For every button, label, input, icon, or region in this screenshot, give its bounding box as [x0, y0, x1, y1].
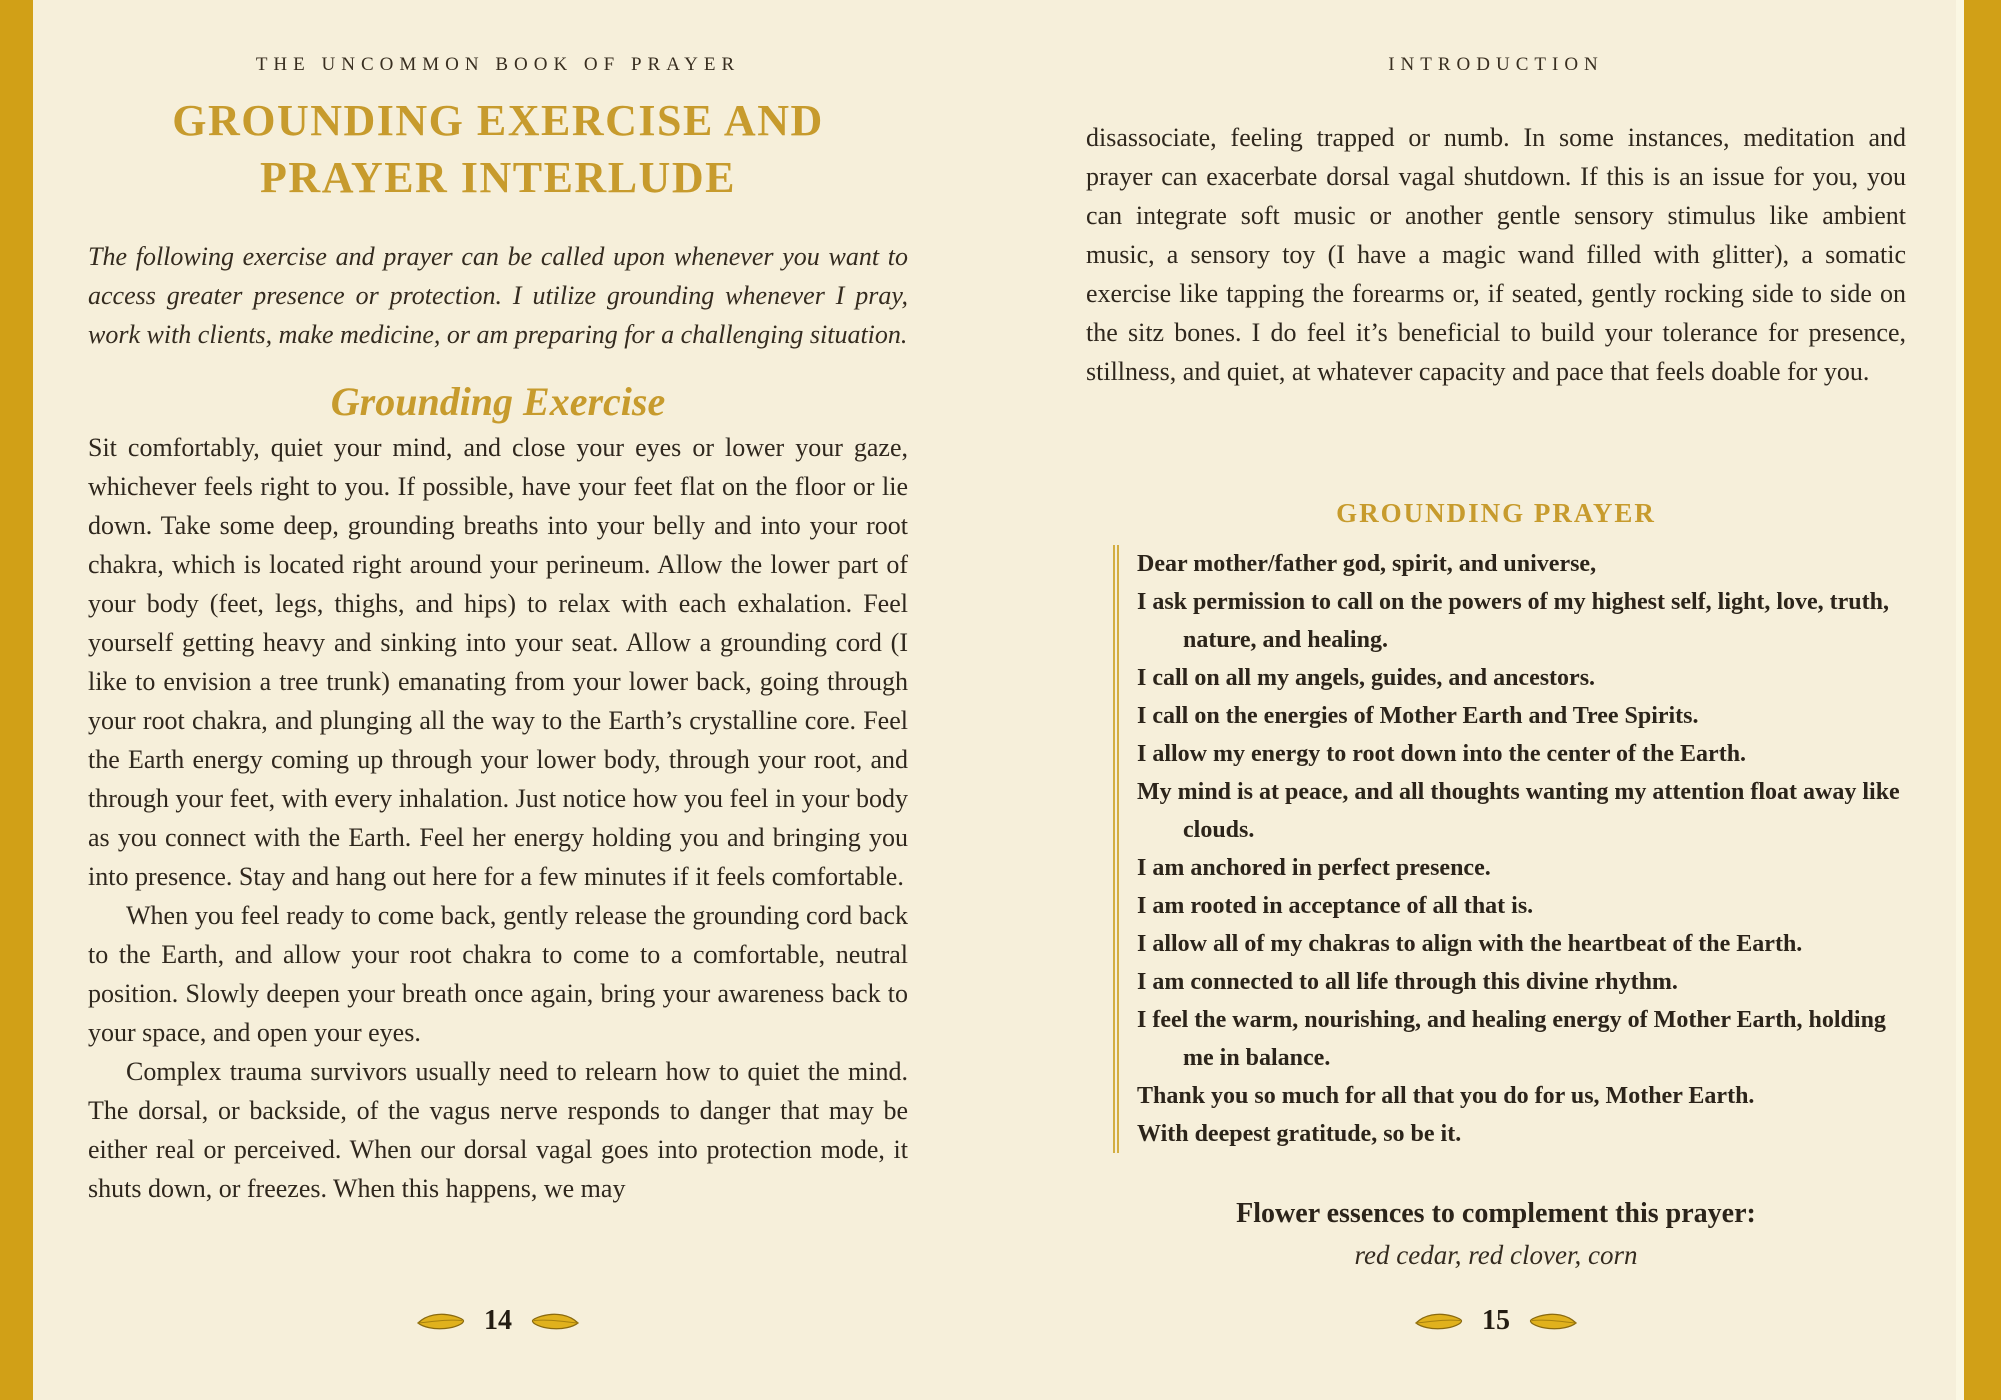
left-gilded-page-edge — [0, 0, 33, 1400]
grounding-prayer-block — [1113, 545, 1906, 1153]
right-page — [1086, 0, 1906, 1400]
introduction-body — [1086, 118, 1906, 391]
prayer-line: Dear mother/father god, spirit, and universe, — [1137, 551, 1597, 577]
left-running-head: THE UNCOMMON BOOK OF PRAYER — [255, 54, 741, 75]
exercise-paragraph-2: When you feel ready to come back, gently release the grounding cord back to the Earth, and allow your root chakra to come to a comfortable, neutral position. Slowly deepen your breath once again, bring your awareness back to your space, and open your eyes. — [88, 901, 908, 1047]
chapter-title — [88, 92, 908, 206]
exercise-paragraph-1: Sit comfortably, quiet your mind, and close your eyes or lower your gaze, whichever feels right to you. If possible, have your feet flat on the floor or lie down. Take some deep, grounding breaths into your belly and into your root chakra, which is located right around your perineum. Allow the lower part of your body (feet, legs, thighs, and hips) to relax with each exhalation. Feel yourself getting heavy and sinking into your seat. Allow a grounding cord (I like to envision a tree trunk) emanating from your lower back, going through your root chakra, and plunging all the way to the Earth’s crystalline core. Feel the Earth energy coming up through your lower body, through your root, and through your feet, with every inhalation. Just notice how you feel in your body as you connect with the Earth. Feel her energy holding you and bringing you into presence. Stay and hang out here for a few minutes if it feels comfortable. — [88, 433, 908, 891]
grounding-exercise-heading: Grounding Exercise — [330, 379, 666, 424]
prayer-line: With deepest gratitude, so be it. — [1137, 1121, 1462, 1147]
prayer-line: I allow all of my chakras to align with the heartbeat of the Earth. — [1137, 931, 1803, 957]
left-page-footer — [88, 1305, 908, 1337]
left-page-number: 14 — [484, 1305, 512, 1336]
left-page — [88, 0, 908, 1400]
prayer-line: I allow my energy to root down into the center of the Earth. — [1137, 741, 1747, 767]
right-page-edge-highlight — [1956, 0, 1964, 1400]
right-page-number: 15 — [1482, 1305, 1510, 1336]
exercise-body — [88, 428, 908, 1208]
prayer-line: I ask permission to call on the powers of my highest self, light, love, truth, nature, and healing. — [1137, 589, 1889, 653]
grounding-prayer-heading: GROUNDING PRAYER — [1336, 498, 1656, 528]
right-running-head: INTRODUCTION — [1388, 54, 1604, 75]
prayer-line: I am rooted in acceptance of all that is. — [1137, 893, 1534, 919]
chapter-title-line-2: PRAYER INTERLUDE — [260, 153, 736, 203]
flower-essences-label: Flower essences to complement this prayer: — [1236, 1198, 1756, 1229]
exercise-paragraph-3: Complex trauma survivors usually need to relearn how to quiet the mind. The dorsal, or backside, of the vagus nerve responds to danger that may be either real or perceived. When our dorsal vagal goes into protection mode, it shuts down, or freezes. When this happens, we may — [88, 1057, 908, 1203]
prayer-line: I call on all my angels, guides, and ancestors. — [1137, 665, 1596, 691]
chapter-title-line-1: GROUNDING EXERCISE AND — [172, 96, 824, 145]
prayer-line: I am anchored in perfect presence. — [1137, 855, 1491, 881]
leaf-ornament-icon — [1414, 1310, 1464, 1332]
leaf-ornament-icon — [416, 1310, 466, 1332]
prayer-line: My mind is at peace, and all thoughts wanting my attention float away like clouds. — [1137, 779, 1900, 843]
intro-note: The following exercise and prayer can be called upon whenever you want to access greater presence or protection. I utilize grounding whenever I pray, work with clients, make medicine, or am preparing for a challenging situation. — [88, 242, 908, 349]
leaf-ornament-icon — [1528, 1310, 1578, 1332]
prayer-line: I feel the warm, nourishing, and healing energy of Mother Earth, holding me in balance. — [1137, 1007, 1886, 1071]
right-gilded-page-edge — [1964, 0, 2001, 1400]
right-page-footer — [1086, 1305, 1906, 1337]
introduction-paragraph: disassociate, feeling trapped or numb. In some instances, meditation and prayer can exacerbate dorsal vagal shutdown. If this is an issue for you, you can integrate soft music or another gentle sensory stimulus like ambient music, a sensory toy (I have a magic wand filled with glitter), a somatic exercise like tapping the forearms or, if seated, gently rocking side to side on the sitz bones. I do feel it’s beneficial to build your tolerance for presence, stillness, and quiet, at whatever capacity and pace that feels doable for you. — [1086, 123, 1906, 386]
prayer-line: Thank you so much for all that you do for us, Mother Earth. — [1137, 1083, 1755, 1109]
prayer-line: I call on the energies of Mother Earth and Tree Spirits. — [1137, 703, 1699, 729]
prayer-line: I am connected to all life through this divine rhythm. — [1137, 969, 1678, 995]
leaf-ornament-icon — [530, 1310, 580, 1332]
flower-essences-list: red cedar, red clover, corn — [1354, 1240, 1638, 1270]
